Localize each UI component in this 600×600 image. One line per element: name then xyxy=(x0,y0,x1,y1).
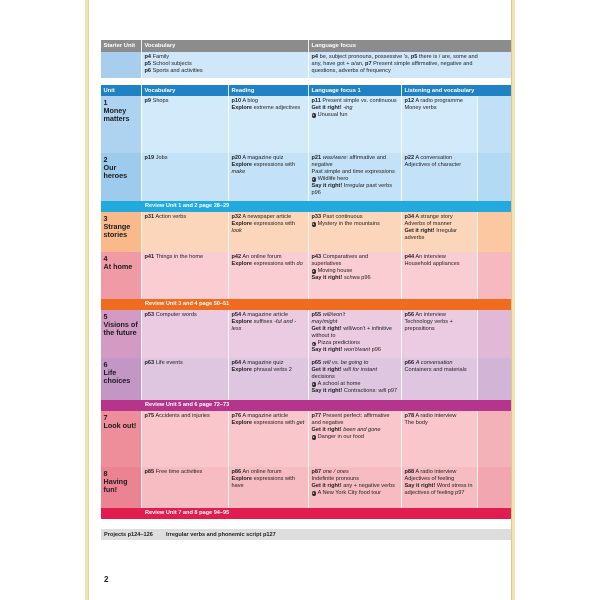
unit-8-title: 8 Having fun! xyxy=(101,467,141,508)
starter-lang-cell xyxy=(308,52,511,78)
unit-4-vocab: p41 Things in the home xyxy=(141,252,228,299)
unit-row-8 xyxy=(101,467,511,508)
unit-1-title: 1 Money matters xyxy=(101,96,141,153)
unit-row-2 xyxy=(101,153,511,201)
units-header-row xyxy=(101,85,511,96)
page-number: 2 xyxy=(104,575,109,584)
unit-2-extra xyxy=(477,153,511,201)
starter-lang-line-1: p4 be, subject pronouns, possessive 's, p5 there is / are, some and xyxy=(311,53,478,60)
starter-lang-line-3: questions, adverbs of frequency xyxy=(311,67,391,74)
unit-row-3 xyxy=(101,212,511,252)
projects-row xyxy=(101,529,511,540)
video-icon: ▸ xyxy=(312,491,315,496)
starter-lang-line-2: any, have got + a/an, p7 Present simple affirmative, negative and xyxy=(311,60,473,67)
unit-7-lang: p77 Present perfect: affirmative and negative Get it right! been and gone ▸ Danger in our food xyxy=(308,411,401,467)
unit-8-lang: p87 one / ones Indefinite pronouns Get it right! any + negative verbs ▸ A New York City food tour xyxy=(308,467,401,508)
unit-5-extra xyxy=(477,310,511,358)
header-lang1: Language focus 1 xyxy=(308,85,401,96)
unit-7-extra xyxy=(477,411,511,467)
unit-4-reading: p42 An online forum Explore expressions with do xyxy=(228,252,308,299)
header-vocab: Vocabulary xyxy=(141,85,228,96)
starter-header-lang: Language focus xyxy=(308,40,511,52)
unit-5-listen: p56 An interview Technology verbs + prepositions xyxy=(401,310,477,358)
unit-5-vocab: p53 Computer words xyxy=(141,310,228,358)
unit-8-extra xyxy=(477,467,511,508)
unit-7-reading: p76 A magazine article Explore expressions with get xyxy=(228,411,308,467)
video-icon: ▸ xyxy=(312,269,315,274)
starter-unit-cell xyxy=(101,52,141,78)
irregular-verbs-label: Irregular verbs and phonemic script p127 xyxy=(165,532,276,538)
unit-4-title: 4 At home xyxy=(101,252,141,299)
unit-row-6 xyxy=(101,358,511,400)
review-unit-7-8: Review Unit 7 and 8 page 94–95 xyxy=(101,508,511,519)
unit-6-lang: p65 will vs. be going to Get it right! will for instant decisions ▸ A school at home Say it right! Contractions: will p97 xyxy=(308,358,401,400)
starter-vocab-cell xyxy=(141,52,308,78)
unit-row-5 xyxy=(101,310,511,358)
unit-6-title: 6 Life choices xyxy=(101,358,141,400)
unit-3-vocab: p31 Action verbs xyxy=(141,212,228,252)
video-icon: ▸ xyxy=(312,222,315,227)
unit-5-lang: p55 will/won't may/might Get it right! will/won't + infinitive without to ▸ Pizza predictions Say it right! won't/want p96 xyxy=(308,310,401,358)
video-icon: ▸ xyxy=(312,341,315,346)
unit-1-vocab: p9 Shops xyxy=(141,96,228,153)
unit-1-lang: p11 Present simple vs. continuous Get it right! -ing ▸ Unusual fun xyxy=(308,96,401,153)
unit-6-reading: p64 A magazine quiz Explore phrasal verbs 2 xyxy=(228,358,308,400)
unit-3-reading: p32 A newspaper article Explore expressions with look xyxy=(228,212,308,252)
unit-3-extra xyxy=(477,212,511,252)
starter-header-unit: Starter Unit xyxy=(103,42,136,49)
video-icon: ▸ xyxy=(312,382,315,387)
unit-6-extra xyxy=(477,358,511,400)
unit-1-listen: p12 A radio programme Money verbs xyxy=(401,96,477,153)
review-unit-1-2: Review Unit 1 and 2 page 28–29 xyxy=(101,201,511,212)
projects-label: Projects p124–126 xyxy=(104,532,153,538)
starter-vocab-2: p5 School subjects xyxy=(144,60,192,67)
video-icon: ▸ xyxy=(312,435,315,440)
video-icon: ▸ xyxy=(312,177,315,182)
video-icon: ▸ xyxy=(312,113,315,118)
page-edge-right xyxy=(512,0,515,600)
unit-4-extra xyxy=(477,252,511,299)
starter-vocab-1: p4 Family xyxy=(144,53,170,60)
unit-row-7 xyxy=(101,411,511,467)
unit-5-reading: p54 A magazine article Explore suffixes -ful and -less xyxy=(228,310,308,358)
unit-8-vocab: p85 Free time activities xyxy=(141,467,228,508)
header-listen: Listening and vocabulary xyxy=(401,85,511,96)
unit-7-vocab: p75 Accidents and injuries xyxy=(141,411,228,467)
starter-vocab-3: p6 Sports and activities xyxy=(144,67,203,74)
unit-6-listen: p66 A conversation Containers and materials xyxy=(401,358,477,400)
unit-6-vocab: p63 Life events xyxy=(141,358,228,400)
unit-7-title: 7 Look out! xyxy=(101,411,141,467)
unit-2-title: 2 Our heroes xyxy=(101,153,141,201)
unit-1-reading: p10 A blog Explore extreme adjectives xyxy=(228,96,308,153)
unit-4-listen: p44 An interview Household appliances xyxy=(401,252,477,299)
unit-row-1 xyxy=(101,96,511,153)
review-unit-3-4: Review Unit 3 and 4 page 50–51 xyxy=(101,299,511,310)
unit-3-listen: p34 A strange story Adverbs of manner Get it right! Irregular adverbs xyxy=(401,212,477,252)
unit-3-lang: p33 Past continuous ▸ Mystery in the mountains xyxy=(308,212,401,252)
unit-3-title: 3 Strange stories xyxy=(101,212,141,252)
header-unit: Unit xyxy=(103,87,115,94)
unit-1-extra xyxy=(477,96,511,153)
header-reading: Reading xyxy=(228,85,308,96)
unit-2-reading: p20 A magazine quiz Explore expressions with make xyxy=(228,153,308,201)
page-edge-left xyxy=(85,0,88,600)
unit-row-4 xyxy=(101,252,511,299)
unit-2-listen: p22 A conversation Adjectives of character xyxy=(401,153,477,201)
unit-8-reading: p86 An online forum Explore expressions with have xyxy=(228,467,308,508)
review-unit-5-6: Review Unit 5 and 6 page 72–73 xyxy=(101,400,511,411)
unit-7-listen: p78 A radio interview The body xyxy=(401,411,477,467)
unit-4-lang: p43 Comparatives and superlatives ▸ Moving house Say it right! schwa p96 xyxy=(308,252,401,299)
starter-header-row xyxy=(101,40,511,52)
unit-5-title: 5 Visions of the future xyxy=(101,310,141,358)
starter-row xyxy=(101,52,511,78)
unit-2-vocab: p19 Jobs xyxy=(141,153,228,201)
unit-8-listen: p88 A radio interview Adjectives of feeling Say it right! Word stress in adjectives of feeling p97 xyxy=(401,467,477,508)
unit-2-lang: p21 was/were: affirmative and negative Past simple and time expressions ▸ Wildlife hero Say it right! Irregular past verbs p96 xyxy=(308,153,401,201)
starter-header-vocab: Vocabulary xyxy=(141,40,308,52)
